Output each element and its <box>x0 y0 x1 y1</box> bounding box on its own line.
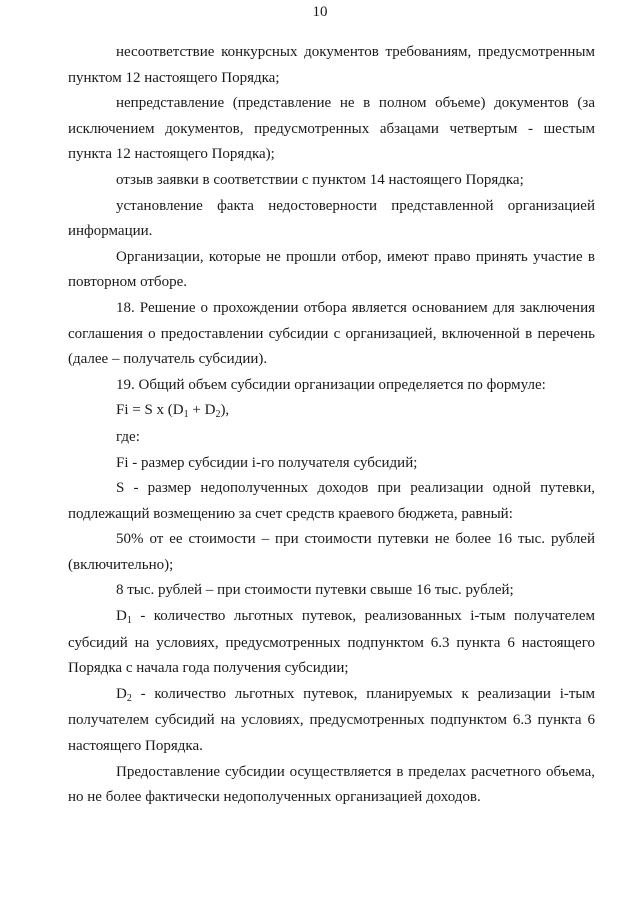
paragraph-nonconformity: несоответствие конкурсных документов требованиям, предусмотренным пунктом 12 настоящего Порядка; <box>68 44 595 86</box>
paragraph-repeat-selection: Организации, которые не прошли отбор, имеют право принять участие в повторном отборе. <box>68 248 595 291</box>
formula-prefix: Fi = S x (D <box>116 402 184 419</box>
definition-d1 <box>68 604 595 682</box>
document-body <box>68 40 595 811</box>
paragraph-clause-18: 18. Решение о прохождении отбора является основанием для заключения соглашения о предоставлении субсидии с организацией, включенной в перечень (далее – получатель субсидии). <box>68 299 595 368</box>
paragraph-unreliable-info: установление факта недостоверности представленной организацией информации. <box>68 197 595 240</box>
definition-s: S - размер недополученных доходов при реализации одной путевки, подлежащий возмещению за счет средств краевого бюджета, равный: <box>68 480 595 522</box>
page-number: 10 <box>312 4 328 20</box>
subsidy-formula <box>68 398 595 425</box>
d2-subscript: 2 <box>126 692 132 704</box>
formula-suffix: ), <box>220 402 230 419</box>
d1-symbol: D <box>116 608 127 625</box>
paragraph-clause-19: 19. Общий объем субсидии организации определяется по формуле: <box>116 376 546 393</box>
paragraph-withdrawal: отзыв заявки в соответствии с пунктом 14 настоящего Порядка; <box>116 171 524 188</box>
definition-rate-50: 50% от ее стоимости – при стоимости путевки не более 16 тыс. рублей (включительно); <box>68 531 595 573</box>
d2-text: - количество льготных путевок, планируемых к реализации i-тым получателем субсидий на условиях, предусмотренных подпунктом 6.3 пункта 6 настоящего Порядка. <box>68 685 595 755</box>
d1-subscript: 1 <box>126 615 132 627</box>
where-label: где: <box>116 428 140 445</box>
formula-sub-1: 1 <box>183 409 189 421</box>
formula-middle: + D <box>188 402 216 419</box>
paragraph-closing: Предоставление субсидии осуществляется в пределах расчетного объема, но не более фактически недополученных организацией доходов. <box>68 763 595 806</box>
formula-sub-2: 2 <box>215 409 221 421</box>
paragraph-nonsubmission: непредставление (представление не в полном объеме) документов (за исключением документов, предусмотренных абзацами четвертым - шестым пункта 12 настоящего Порядка); <box>68 95 595 163</box>
definition-rate-8: 8 тыс. рублей – при стоимости путевки свыше 16 тыс. рублей; <box>116 582 514 599</box>
d2-symbol: D <box>116 685 127 702</box>
definition-d2 <box>68 682 595 760</box>
d1-text: - количество льготных путевок, реализованных i-тым получателем субсидий на условиях, предусмотренных подпунктом 6.3 пункта 6 настоящего Порядка с начала года получения субсидии; <box>68 608 595 677</box>
definition-fi: Fi - размер субсидии i-го получателя субсидий; <box>116 454 418 471</box>
